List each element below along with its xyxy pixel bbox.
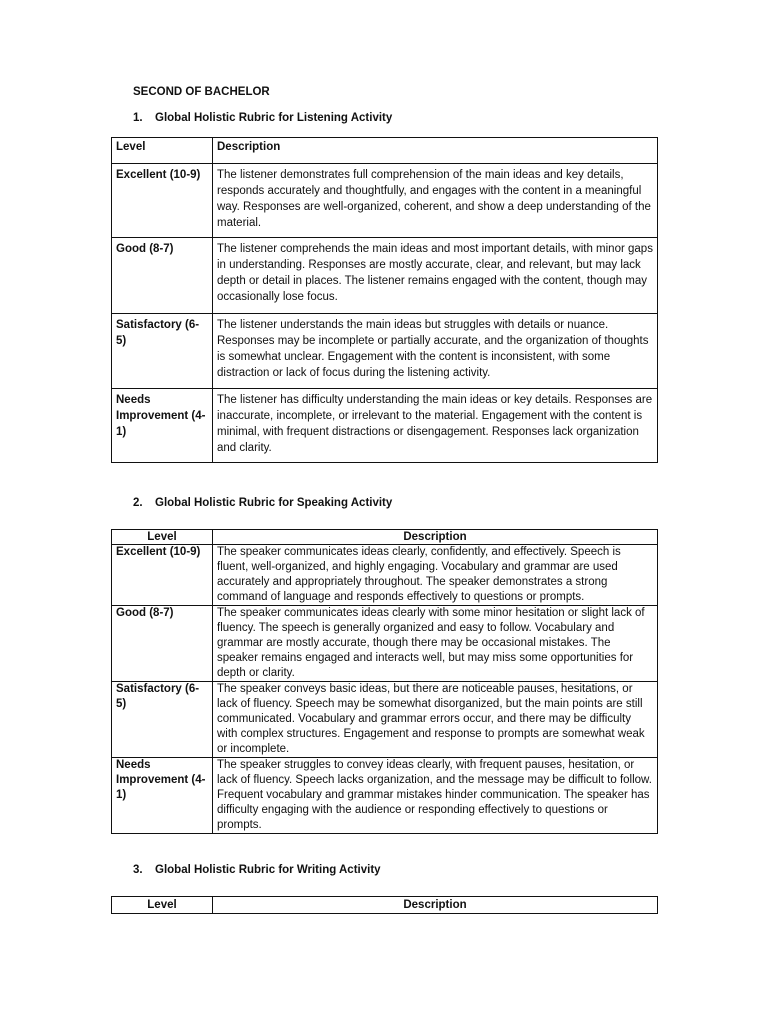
description-cell: The listener comprehends the main ideas and most important details, with minor gaps in understanding. Responses are mostly accurate, clear, and relevant, but may lack depth or detail in places. The listener remains engaged with the content, though may occasionally lose focus. <box>213 238 658 314</box>
column-header-description: Description <box>213 897 658 914</box>
column-header-description: Description <box>213 530 658 545</box>
table-header-row <box>112 138 658 164</box>
section-number: 3. <box>133 864 143 876</box>
section-title-text: Global Holistic Rubric for Writing Activity <box>155 864 381 876</box>
description-cell: The speaker struggles to convey ideas clearly, with frequent pauses, hesitation, or lack of fluency. Speech lacks organization, and the message may be difficult to follow. Frequent vocabulary and grammar mistakes hinder communication. The speaker has difficulty engaging with the audience or responding effectively to questions or prompts. <box>213 758 658 834</box>
page-heading: SECOND OF BACHELOR <box>133 86 270 98</box>
section-title-text: Global Holistic Rubric for Speaking Activity <box>155 497 393 509</box>
speaking-rubric-table <box>111 529 658 834</box>
description-cell: The listener understands the main ideas but struggles with details or nuance. Responses may be incomplete or partially accurate, and the organization of thoughts is somewhat unclear. Engagement with the content is inconsistent, with some distraction or lack of focus during the listening activity. <box>213 314 658 389</box>
table-row <box>112 314 658 389</box>
column-header-level: Level <box>112 897 213 914</box>
description-cell: The speaker conveys basic ideas, but there are noticeable pauses, hesitations, or lack of fluency. Speech may be somewhat disorganized, but the main points are still communicated. Vocabulary and grammar errors occur, and there may be difficulty with complex structures. Engagement and response to prompts are somewhat weak or incomplete. <box>213 682 658 758</box>
table-row <box>112 682 658 758</box>
table-row <box>112 164 658 238</box>
column-header-level: Level <box>112 138 213 164</box>
level-cell: Satisfactory (6-5) <box>112 314 213 389</box>
description-cell: The listener demonstrates full comprehension of the main ideas and key details, responds accurately and thoughtfully, and engages with the content in a meaningful way. Responses are well-organized, coherent, and show a deep understanding of the material. <box>213 164 658 238</box>
description-cell: The speaker communicates ideas clearly, confidently, and effectively. Speech is fluent, well-organized, and highly engaging. Vocabulary and grammar are used accurately and appropriately throughout. The speaker demonstrates a strong command of language and responds effectively to questions or prompts. <box>213 545 658 606</box>
section-title-writing <box>133 864 381 876</box>
column-header-level: Level <box>112 530 213 545</box>
description-cell: The listener has difficulty understanding the main ideas or key details. Responses are inaccurate, incomplete, or irrelevant to the material. Engagement with the content is minimal, with frequent distractions or disengagement. Responses lack organization and clarity. <box>213 389 658 463</box>
level-cell: Good (8-7) <box>112 238 213 314</box>
description-cell: The speaker communicates ideas clearly with some minor hesitation or slight lack of fluency. The speech is generally organized and easy to follow. Vocabulary and grammar are mostly accurate, though there may be occasional mistakes. The speaker remains engaged and interacts well, but may miss some opportunities for depth or clarity. <box>213 606 658 682</box>
level-cell: Satisfactory (6-5) <box>112 682 213 758</box>
level-cell: Excellent (10-9) <box>112 164 213 238</box>
table-row <box>112 238 658 314</box>
level-cell: Needs Improvement (4-1) <box>112 758 213 834</box>
section-title-speaking <box>133 497 392 509</box>
table-row <box>112 389 658 463</box>
table-header-row <box>112 897 658 914</box>
table-row <box>112 758 658 834</box>
level-cell: Needs Improvement (4-1) <box>112 389 213 463</box>
section-number: 1. <box>133 112 143 124</box>
section-title-listening <box>133 112 392 124</box>
section-number: 2. <box>133 497 143 509</box>
writing-rubric-table <box>111 896 658 914</box>
level-cell: Excellent (10-9) <box>112 545 213 606</box>
table-header-row <box>112 530 658 545</box>
section-title-text: Global Holistic Rubric for Listening Activity <box>155 112 393 124</box>
listening-rubric-table <box>111 137 658 463</box>
level-cell: Good (8-7) <box>112 606 213 682</box>
table-row <box>112 606 658 682</box>
table-row <box>112 545 658 606</box>
column-header-description: Description <box>213 138 658 164</box>
